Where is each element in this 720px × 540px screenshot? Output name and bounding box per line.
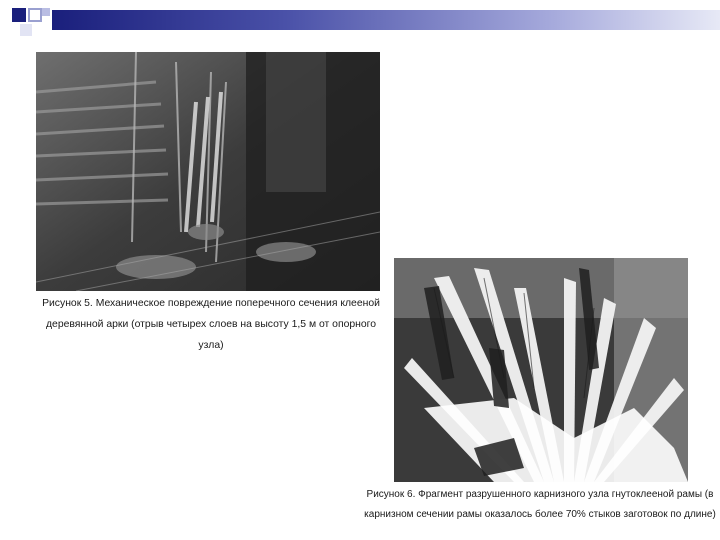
header-square-light xyxy=(20,24,32,36)
figure-6-photo xyxy=(394,258,688,482)
header-square-small xyxy=(42,8,50,16)
header-square-large xyxy=(12,8,26,22)
header-square-outline xyxy=(28,8,42,22)
header-gradient-bar xyxy=(52,10,720,30)
figure-5-caption: Рисунок 5. Механическое повреждение поперечного сечения клееной деревянной арки (отрыв четырех слоев на высоту 1,5 м от опорного узла) xyxy=(42,298,380,351)
figure-5-photo xyxy=(36,52,380,291)
figure-6-caption: Рисунок 6. Фрагмент разрушенного карнизного узла гнутоклееной рамы (в карнизном сечении рамы оказалось более 70% стыков заготовок по длине) xyxy=(364,489,716,520)
